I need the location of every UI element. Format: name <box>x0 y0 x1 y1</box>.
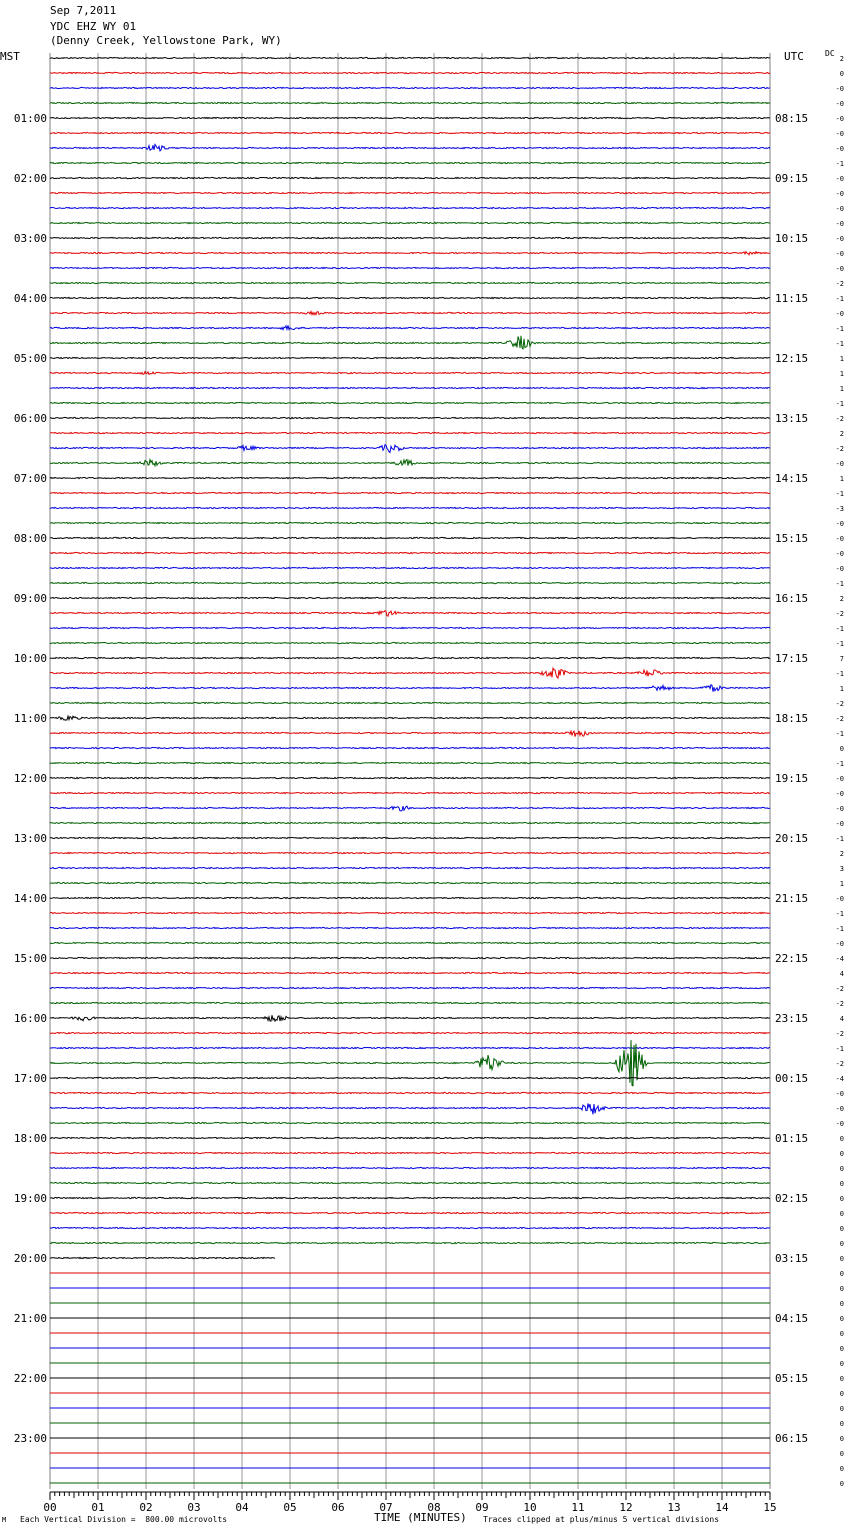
trace-row <box>50 987 770 988</box>
trace-row <box>50 1152 770 1153</box>
trace-row <box>50 177 770 178</box>
trace-row <box>50 657 770 658</box>
dc-offset-label: -0 <box>835 130 844 138</box>
dc-offset-label: 1 <box>839 385 844 393</box>
mst-hour-label: 19:00 <box>13 1192 47 1205</box>
dc-offset-label: 0 <box>839 1360 844 1368</box>
dc-offset-label: 0 <box>839 745 844 753</box>
dc-offset-label: -0 <box>835 175 844 183</box>
trace-row <box>50 312 770 315</box>
dc-offset-label: -2 <box>835 1030 844 1038</box>
trace-row <box>50 1002 770 1003</box>
trace-row <box>50 627 770 628</box>
dc-offset-label: -1 <box>835 325 844 333</box>
trace-row <box>50 1077 770 1078</box>
mst-hour-label: 04:00 <box>13 292 47 305</box>
trace-row <box>50 867 770 868</box>
dc-offset-label: -2 <box>835 1060 844 1068</box>
trace-row <box>50 162 770 163</box>
trace-row <box>50 282 770 283</box>
dc-offset-label: -0 <box>835 565 844 573</box>
mst-hour-label: 15:00 <box>13 952 47 965</box>
mst-axis-label: MST <box>0 50 20 63</box>
trace-row <box>50 567 770 568</box>
x-tick-label: 00 <box>43 1501 57 1514</box>
trace-row <box>50 1092 770 1093</box>
trace-row <box>50 685 770 692</box>
x-tick-label: 13 <box>667 1501 681 1514</box>
corner-mark: M <box>2 1516 7 1524</box>
x-tick-label: 09 <box>475 1501 489 1514</box>
dc-offset-label: 4 <box>839 1015 844 1023</box>
mst-hour-label: 22:00 <box>13 1372 47 1385</box>
utc-hour-label: 01:15 <box>775 1132 809 1145</box>
dc-offset-label: 0 <box>839 1180 844 1188</box>
dc-offset-label: 2 <box>839 55 844 63</box>
trace-row <box>50 822 770 823</box>
trace-row <box>50 762 770 763</box>
trace-row <box>50 57 770 58</box>
x-tick-label: 01 <box>91 1501 105 1514</box>
trace-row <box>50 731 770 737</box>
dc-offset-label: 0 <box>839 1240 844 1248</box>
trace-row <box>50 72 770 73</box>
trace-row <box>50 537 770 538</box>
dc-offset-label: -0 <box>835 100 844 108</box>
trace-row <box>50 432 770 433</box>
dc-offset-label: 2 <box>839 430 844 438</box>
mst-hour-label: 12:00 <box>13 772 47 785</box>
dc-offset-label: -0 <box>835 145 844 153</box>
station-code: YDC EHZ WY 01 <box>50 20 137 33</box>
dc-offset-label: -1 <box>835 400 844 408</box>
dc-offset-label: 0 <box>839 1420 844 1428</box>
dc-offset-label: -1 <box>835 580 844 588</box>
trace-row <box>50 668 770 678</box>
dc-offset-label: 2 <box>839 850 844 858</box>
trace-row <box>50 325 770 329</box>
dc-offset-label: -0 <box>835 1090 844 1098</box>
utc-hour-label: 19:15 <box>775 772 809 785</box>
dc-offset-label: -0 <box>835 895 844 903</box>
dc-offset-label: 0 <box>839 1135 844 1143</box>
dc-offset-label: -0 <box>835 790 844 798</box>
x-tick-label: 11 <box>571 1501 585 1514</box>
trace-row <box>50 477 770 478</box>
dc-offset-label: -0 <box>835 1105 844 1113</box>
dc-offset-label: 0 <box>839 1285 844 1293</box>
x-tick-label: 14 <box>715 1501 729 1514</box>
mst-hour-label: 03:00 <box>13 232 47 245</box>
utc-hour-label: 00:15 <box>775 1072 809 1085</box>
dc-offset-label: -1 <box>835 670 844 678</box>
mst-hour-label: 16:00 <box>13 1012 47 1025</box>
utc-hour-label: 06:15 <box>775 1432 809 1445</box>
trace-row <box>50 597 770 598</box>
dc-offset-label: 2 <box>839 595 844 603</box>
utc-hour-label: 21:15 <box>775 892 809 905</box>
trace-row <box>50 852 770 853</box>
mst-hour-label: 18:00 <box>13 1132 47 1145</box>
trace-row <box>50 1212 770 1213</box>
trace-row <box>50 1040 770 1086</box>
mst-hour-label: 05:00 <box>13 352 47 365</box>
mst-hour-label: 13:00 <box>13 832 47 845</box>
dc-label: DC <box>825 49 835 58</box>
trace-row <box>50 912 770 913</box>
dc-offset-label: 0 <box>839 1195 844 1203</box>
utc-hour-label: 03:15 <box>775 1252 809 1265</box>
trace-row <box>50 445 770 453</box>
mst-hour-label: 23:00 <box>13 1432 47 1445</box>
x-axis-title: TIME (MINUTES) <box>374 1511 467 1524</box>
trace-row <box>50 1122 770 1123</box>
utc-hour-label: 05:15 <box>775 1372 809 1385</box>
dc-offset-label: 0 <box>839 1465 844 1473</box>
trace-row <box>50 837 770 838</box>
trace-row <box>50 642 770 643</box>
trace-row <box>50 144 770 151</box>
dc-offset-label: -4 <box>835 1075 844 1083</box>
dc-offset-label: -0 <box>835 250 844 258</box>
trace-row <box>50 942 770 943</box>
clip-note: Traces clipped at plus/minus 5 vertical divisions <box>483 1515 720 1524</box>
dc-offset-label: -2 <box>835 445 844 453</box>
utc-hour-label: 23:15 <box>775 1012 809 1025</box>
trace-row <box>50 927 770 928</box>
dc-offset-label: 0 <box>839 1330 844 1338</box>
mst-hour-label: 21:00 <box>13 1312 47 1325</box>
trace-row <box>50 702 770 703</box>
x-tick-label: 10 <box>523 1501 537 1514</box>
dc-offset-label: -2 <box>835 280 844 288</box>
dc-offset-label: -0 <box>835 550 844 558</box>
utc-hour-label: 02:15 <box>775 1192 809 1205</box>
trace-row <box>50 492 770 493</box>
dc-offset-label: 0 <box>839 1450 844 1458</box>
utc-hour-label: 08:15 <box>775 112 809 125</box>
dc-offset-label: -1 <box>835 910 844 918</box>
trace-row <box>50 882 770 883</box>
trace-row <box>50 237 770 238</box>
trace-row <box>50 1137 770 1138</box>
trace-row <box>50 957 770 958</box>
dc-offset-label: -0 <box>835 1120 844 1128</box>
dc-offset-label: -1 <box>835 295 844 303</box>
x-tick-label: 06 <box>331 1501 345 1514</box>
dc-offset-label: 0 <box>839 1150 844 1158</box>
dc-offset-label: 1 <box>839 685 844 693</box>
dc-offset-label: -0 <box>835 520 844 528</box>
dc-offset-label: -0 <box>835 820 844 828</box>
dc-offset-label: -0 <box>835 85 844 93</box>
dc-offset-label: -1 <box>835 340 844 348</box>
dc-offset-label: 0 <box>839 1210 844 1218</box>
trace-row <box>50 87 770 88</box>
trace-row <box>50 207 770 208</box>
utc-hour-label: 04:15 <box>775 1312 809 1325</box>
dc-offset-label: -4 <box>835 955 844 963</box>
mst-hour-label: 06:00 <box>13 412 47 425</box>
dc-offset-label: 0 <box>839 1390 844 1398</box>
mst-hour-label: 01:00 <box>13 112 47 125</box>
dc-offset-label: 3 <box>839 865 844 873</box>
dc-offset-label: -1 <box>835 490 844 498</box>
trace-row <box>50 387 770 388</box>
dc-offset-label: 0 <box>839 1225 844 1233</box>
trace-row <box>50 611 770 617</box>
trace-row <box>50 507 770 508</box>
dc-offset-label: 1 <box>839 475 844 483</box>
dc-offset-label: 0 <box>839 1435 844 1443</box>
dc-offset-label: -1 <box>835 835 844 843</box>
dc-offset-label: 0 <box>839 70 844 78</box>
dc-offset-label: -2 <box>835 610 844 618</box>
x-tick-label: 08 <box>427 1501 441 1514</box>
trace-row <box>50 1047 770 1048</box>
trace-row <box>50 747 770 748</box>
trace-row <box>50 1197 770 1198</box>
utc-hour-label: 13:15 <box>775 412 809 425</box>
dc-offset-label: -2 <box>835 415 844 423</box>
trace-row <box>50 192 770 193</box>
trace-row <box>50 897 770 898</box>
trace-row <box>50 1227 770 1228</box>
dc-offset-label: -0 <box>835 805 844 813</box>
mst-hour-label: 17:00 <box>13 1072 47 1085</box>
dc-offset-label: 0 <box>839 1165 844 1173</box>
trace-row <box>50 972 770 973</box>
utc-hour-label: 12:15 <box>775 352 809 365</box>
trace-row <box>50 552 770 553</box>
trace-row <box>50 102 770 103</box>
dc-offset-label: -0 <box>835 940 844 948</box>
mst-hour-label: 10:00 <box>13 652 47 665</box>
dc-offset-label: -0 <box>835 265 844 273</box>
x-tick-label: 05 <box>283 1501 297 1514</box>
utc-hour-label: 11:15 <box>775 292 809 305</box>
utc-hour-label: 22:15 <box>775 952 809 965</box>
mst-hour-label: 02:00 <box>13 172 47 185</box>
dc-offset-label: 0 <box>839 1480 844 1488</box>
dc-offset-label: -1 <box>835 925 844 933</box>
dc-offset-label: -0 <box>835 310 844 318</box>
trace-row <box>50 1242 770 1243</box>
trace-row <box>50 792 770 793</box>
dc-offset-label: 1 <box>839 370 844 378</box>
dc-offset-label: -2 <box>835 700 844 708</box>
dc-offset-label: -3 <box>835 505 844 513</box>
trace-row <box>50 582 770 583</box>
dc-offset-label: -0 <box>835 205 844 213</box>
utc-hour-label: 20:15 <box>775 832 809 845</box>
trace-row <box>50 252 770 255</box>
x-tick-label: 03 <box>187 1501 201 1514</box>
utc-hour-label: 17:15 <box>775 652 809 665</box>
utc-hour-label: 15:15 <box>775 532 809 545</box>
trace-row <box>50 267 770 268</box>
dc-offset-label: -0 <box>835 535 844 543</box>
dc-offset-label: 0 <box>839 1270 844 1278</box>
mst-hour-label: 07:00 <box>13 472 47 485</box>
trace-row <box>50 522 770 523</box>
dc-offset-label: 0 <box>839 1315 844 1323</box>
mst-hour-label: 11:00 <box>13 712 47 725</box>
x-tick-label: 07 <box>379 1501 393 1514</box>
trace-row <box>50 372 770 375</box>
dc-offset-label: 0 <box>839 1405 844 1413</box>
dc-offset-label: -0 <box>835 460 844 468</box>
trace-row <box>50 806 770 811</box>
utc-hour-label: 09:15 <box>775 172 809 185</box>
dc-offset-label: -1 <box>835 640 844 648</box>
utc-hour-label: 10:15 <box>775 232 809 245</box>
trace-row <box>50 336 770 349</box>
trace-row <box>50 1167 770 1168</box>
dc-offset-label: -1 <box>835 760 844 768</box>
trace-row <box>50 777 770 778</box>
trace-row <box>50 297 770 298</box>
trace-row <box>50 1257 275 1258</box>
dc-offset-label: 7 <box>839 655 844 663</box>
dc-offset-label: -1 <box>835 160 844 168</box>
mst-hour-label: 08:00 <box>13 532 47 545</box>
trace-row <box>50 417 770 418</box>
dc-offset-label: -0 <box>835 115 844 123</box>
dc-offset-label: 0 <box>839 1300 844 1308</box>
dc-offset-label: -1 <box>835 625 844 633</box>
trace-row <box>50 1032 770 1033</box>
trace-row <box>50 716 770 720</box>
trace-row <box>50 1104 770 1115</box>
dc-offset-label: -1 <box>835 730 844 738</box>
dc-offset-label: -2 <box>835 985 844 993</box>
dc-offset-label: -0 <box>835 235 844 243</box>
station-location: (Denny Creek, Yellowstone Park, WY) <box>50 34 282 47</box>
dc-offset-label: 0 <box>839 1375 844 1383</box>
utc-hour-label: 14:15 <box>775 472 809 485</box>
trace-row <box>50 222 770 223</box>
utc-hour-label: 18:15 <box>775 712 809 725</box>
trace-row <box>50 132 770 133</box>
scale-note: Each Vertical Division = 800.00 microvolts <box>20 1515 228 1524</box>
trace-row <box>50 402 770 403</box>
dc-offset-label: -2 <box>835 1000 844 1008</box>
trace-row <box>50 117 770 118</box>
chart-date: Sep 7,2011 <box>50 4 117 17</box>
dc-offset-label: 4 <box>839 970 844 978</box>
dc-offset-label: 1 <box>839 880 844 888</box>
dc-offset-label: 1 <box>839 355 844 363</box>
dc-offset-label: -2 <box>835 715 844 723</box>
utc-hour-label: 16:15 <box>775 592 809 605</box>
x-tick-label: 02 <box>139 1501 153 1514</box>
utc-axis-label: UTC <box>784 50 804 63</box>
dc-offset-label: -0 <box>835 220 844 228</box>
x-tick-label: 04 <box>235 1501 249 1514</box>
dc-offset-label: -1 <box>835 1045 844 1053</box>
mst-hour-label: 09:00 <box>13 592 47 605</box>
x-tick-label: 15 <box>763 1501 777 1514</box>
trace-row <box>50 1182 770 1183</box>
trace-row <box>50 460 770 466</box>
trace-row <box>50 1015 770 1021</box>
dc-offset-label: 0 <box>839 1345 844 1353</box>
x-tick-label: 12 <box>619 1501 633 1514</box>
dc-offset-label: -0 <box>835 775 844 783</box>
mst-hour-label: 20:00 <box>13 1252 47 1265</box>
dc-offset-label: 0 <box>839 1255 844 1263</box>
dc-offset-label: -0 <box>835 190 844 198</box>
trace-row <box>50 357 770 358</box>
mst-hour-label: 14:00 <box>13 892 47 905</box>
